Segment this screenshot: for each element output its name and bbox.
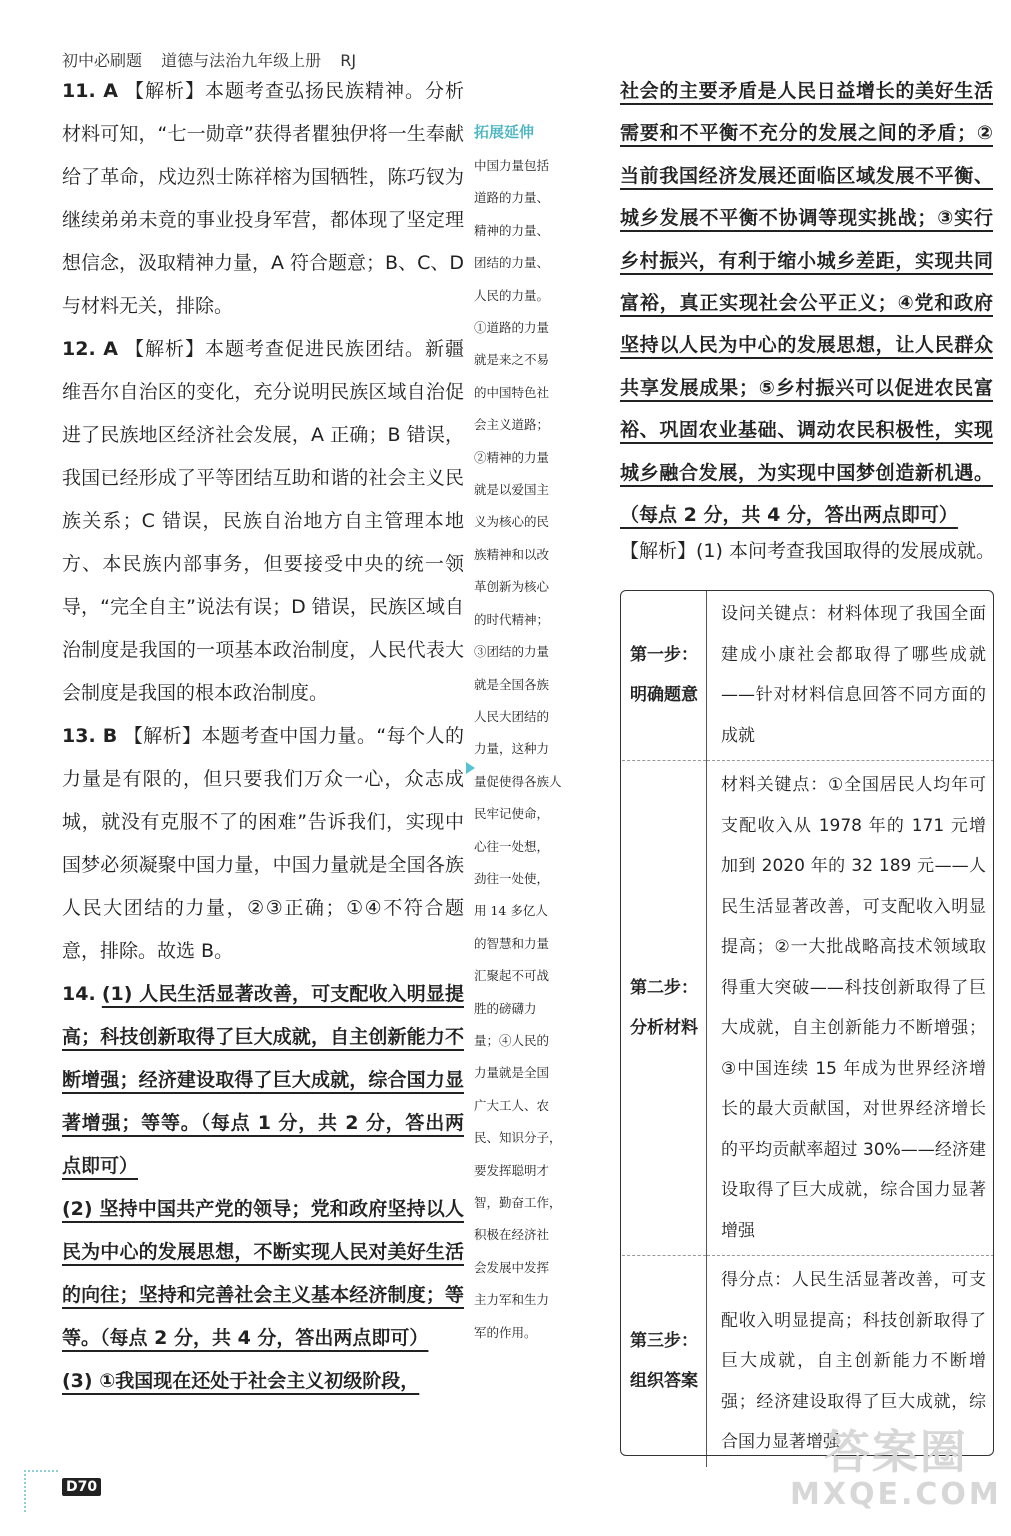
right-column xyxy=(620,70,993,536)
analysis-tag: 【解析】 xyxy=(123,725,202,747)
analysis-text: 本题考查促进民族团结。新疆维吾尔自治区的变化，充分说明民族区域自治促进了民族地区经济社会发展，A 正确；B 错误，我国已经形成了平等团结互助和谐的社会主义民族关系；C 错误，民族自治地方自主管理本地方、本民族内部事务，但要接受中央的统一领导，“完全自主”说法有误；D 错误，民族区域自治制度是我国的一项基本政治制度，人民代表大会制度是我国的根本政治制度。 xyxy=(62,338,464,704)
analysis-text: 本题考查弘扬民族精神。分析材料可知，“七一勋章”获得者瞿独伊将一生奉献给了革命，戍边烈士陈祥榕为国牺牲，陈巧钗为继续弟弟未竟的事业投身军营，都体现了坚定理想信念，汲取精神力量，A 符合题意；B、C、D 与材料无关，排除。 xyxy=(62,80,464,317)
page-header xyxy=(62,48,370,71)
step-row xyxy=(622,590,994,761)
question-12 xyxy=(62,328,464,715)
answer-part-3-left: (3) ①我国现在还处于社会主义初级阶段， xyxy=(62,1370,420,1392)
question-14-part-3-continued xyxy=(620,70,993,536)
watermark-logo xyxy=(790,1426,1002,1512)
answer-part-2: (2) 坚持中国共产党的领导；党和政府坚持以人民为中心的发展思想，不断实现人民对美好生活的向往；坚持和完善社会主义基本经济制度；等等。 xyxy=(62,1198,464,1349)
step-label xyxy=(622,590,707,761)
question-11 xyxy=(62,70,464,328)
step-name: 明确题意 xyxy=(630,685,698,705)
analysis-tag: 【解析】 xyxy=(125,80,206,102)
answer-part-1: (1) 人民生活显著改善，可支配收入明显提高；科技创新取得了巨大成就，自主创新能力不断增强；经济建设取得了巨大成就，综合国力显著增强；等等。 xyxy=(62,983,464,1134)
step-number: 第一步： xyxy=(630,645,698,665)
question-13 xyxy=(62,715,464,973)
steps-table xyxy=(622,590,994,1467)
step-label xyxy=(622,761,707,1256)
step-content: 得分点：人民生活显著改善，可支配收入明显提高；科技创新取得了巨大成就，自主创新能力不断增强；经济建设取得了巨大成就，综合国力显著增强 xyxy=(707,1256,995,1467)
step-content: 设问关键点：材料体现了我国全面建成小康社会都取得了哪些成就——针对材料信息回答不同方面的成就 xyxy=(721,604,986,746)
watermark-line1: 答案圈 xyxy=(823,1425,968,1479)
question-14 xyxy=(62,973,464,1188)
score-note-3: （每点 2 分，共 4 分，答出两点即可） xyxy=(620,504,958,527)
step-name: 组织答案 xyxy=(630,1371,698,1392)
question-14-part-2 xyxy=(62,1188,464,1360)
question-number: 12. A xyxy=(62,338,118,360)
watermark-line2: MXQE.COM xyxy=(790,1477,1002,1512)
corner-decoration xyxy=(24,1470,58,1512)
analysis-tag: 【解析】 xyxy=(125,338,206,360)
subject-title: 道德与法治九年级上册 xyxy=(161,51,322,70)
question-number: 14. xyxy=(62,983,96,1005)
extension-sidebar xyxy=(474,118,584,1349)
step-label xyxy=(622,1256,707,1467)
question-number: 11. A xyxy=(62,80,118,102)
question-number: 13. B xyxy=(62,725,118,747)
step-number: 第二步： xyxy=(630,978,698,998)
sidebar-body: 中国力量包括 道路的力量、 精神的力量、 团结的力量、 人民的力量。 ①道路的力量 就是来之不易 的中国特色社 会主义道路； ②精神的力量 就是以爱国主 义为核心的民 族精神和以改 革创新为核心 的时代精神； ③团结的力量 就是全国各族 人民大团结的 力量，这种力 量促使得各族人 民牢记使命， 心往一处想， 劲往一处使， 用 14 多亿人 的智慧和力量 汇聚起不可战 胜的磅礴力 量；④人民的 力量就是全国 广大工人、农 民、知识分子， 要发挥聪明才 智，勤奋工作， 积极在经济社 会发展中发挥 主力军和生力 军的作用。 xyxy=(474,158,562,1340)
step-row xyxy=(622,761,994,1256)
edition-label: RJ xyxy=(340,51,357,70)
sidebar-title: 拓展延伸 xyxy=(474,123,535,141)
step-content: 材料关键点：①全国居民人均年可支配收入从 1978 年的 171 元增加到 2020 年的 32 189 元——人民生活显著改善，可支配收入明显提高；②一大批战略高技术领域取得重大突破——科技创新取得了巨大成就，自主创新能力不断增强；③中国连续 15 年成为世界经济增长的最大贡献国，对世界经济增长的平均贡献率超过 30%——经济建设取得了巨大成就，综合国力显著增强 xyxy=(707,761,995,1256)
left-column xyxy=(62,70,464,1403)
step-name: 分析材料 xyxy=(630,1018,698,1038)
answer-part-3-right: 社会的主要矛盾是人民日益增长的美好生活需要和不平衡不充分的发展之间的矛盾；②当前我国经济发展还面临区域发展不平衡、城乡发展不平衡不协调等现实挑战；③实行乡村振兴，有利于缩小城乡差距，实现共同富裕，真正实现社会公平正义；④党和政府坚持以人民为中心的发展思想，让人民群众共享发展成果；⑤乡村振兴可以促进农民富裕、巩固农业基础、调动农民积极性，实现城乡融合发展，为实现中国梦创造新机遇。 xyxy=(620,80,993,484)
analysis-text: 本题考查中国力量。“每个人的力量是有限的，但只要我们万众一心，众志成城，就没有克服不了的困难”告诉我们，实现中国梦必须凝聚中国力量，中国力量就是全国各族人民大团结的力量，②③正确；①④不符合题意，排除。故选 B。 xyxy=(62,725,464,962)
series-title: 初中必刷题 xyxy=(62,51,143,70)
score-note-2: （每点 2 分，共 4 分，答出两点即可） xyxy=(100,1327,429,1349)
step-number: 第三步： xyxy=(630,1331,698,1352)
analysis-line: 【解析】(1) 本问考查我国取得的发展成就。 xyxy=(620,540,995,562)
question-14-part-3-start xyxy=(62,1360,464,1403)
page-number: D70 xyxy=(62,1478,101,1496)
score-note-1: （每点 1 分，共 2 分，答出两点即可） xyxy=(62,1112,464,1177)
